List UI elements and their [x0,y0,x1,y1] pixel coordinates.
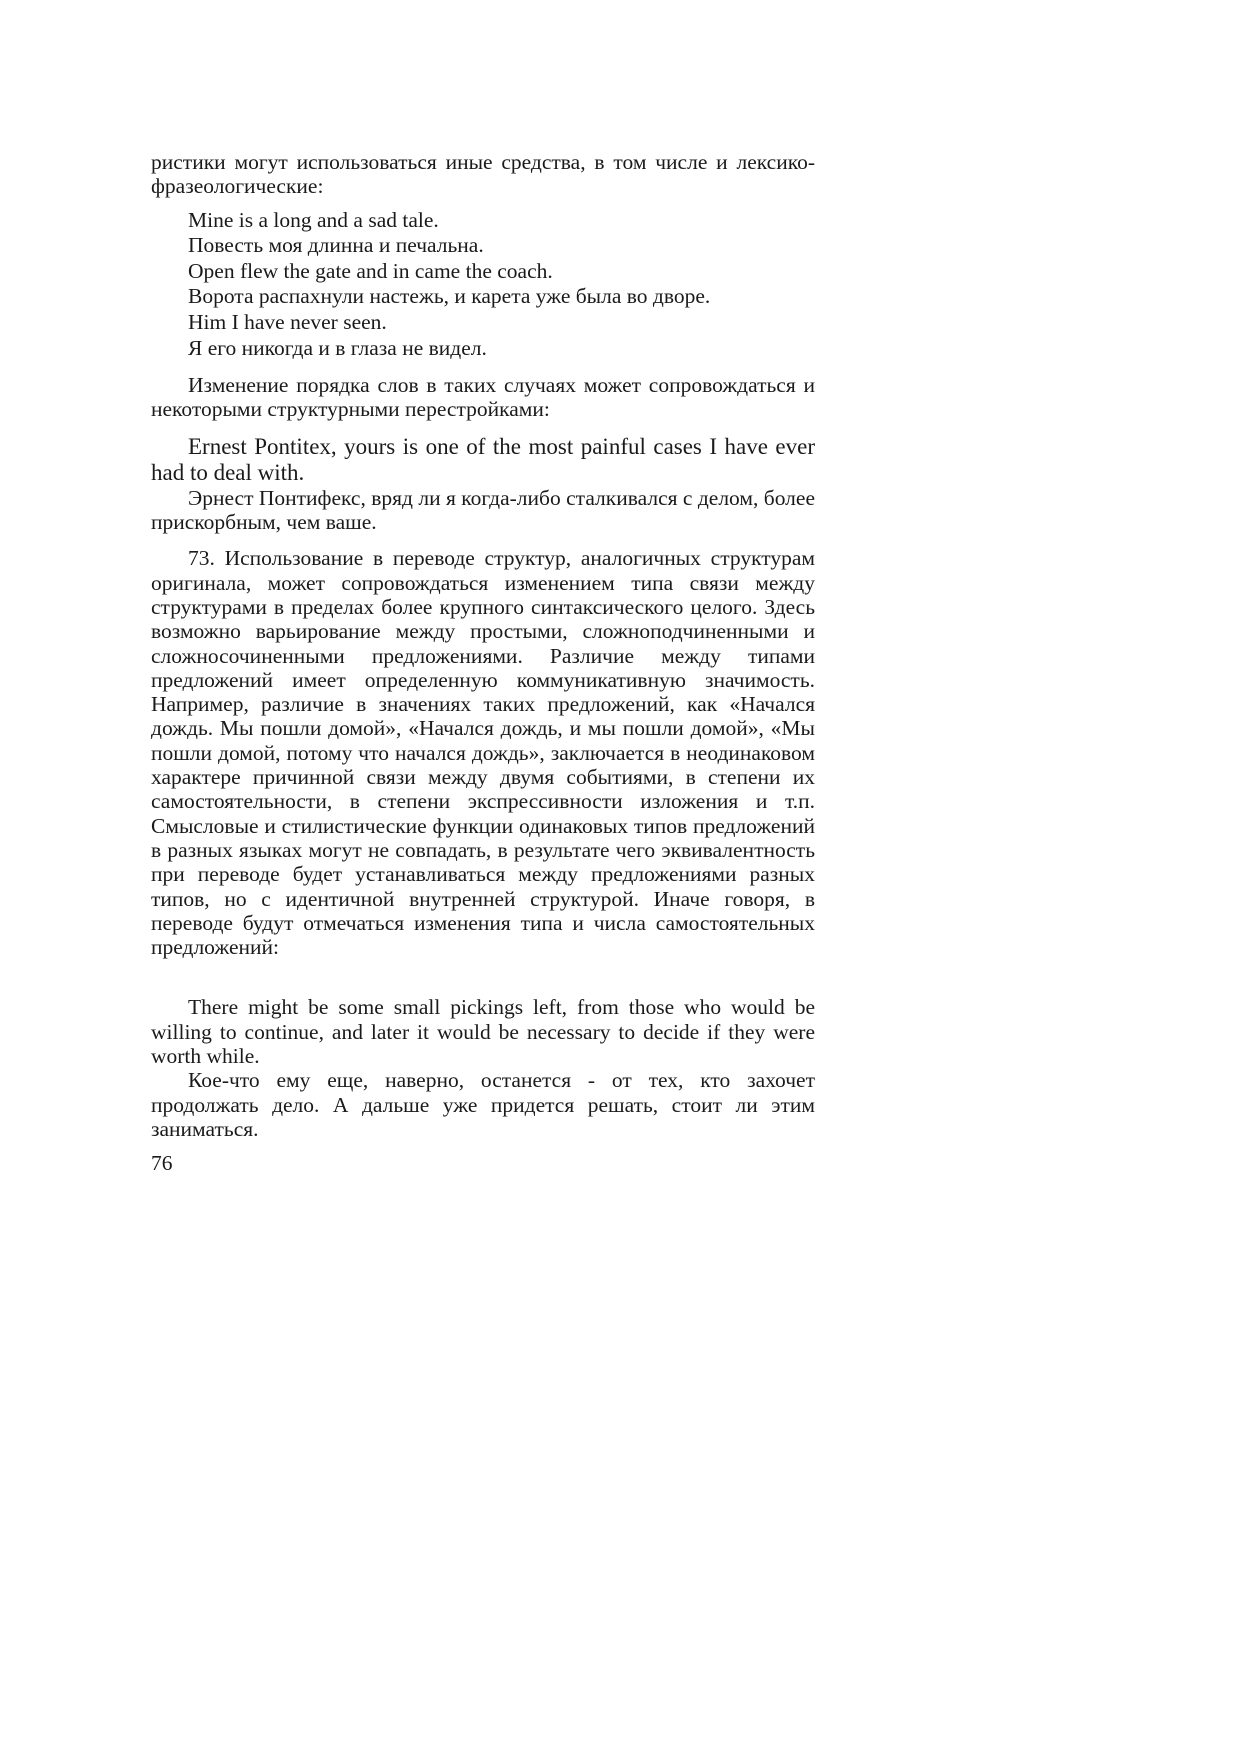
intro-paragraph: ристики могут использоваться иные средства, в том числе и лексико-фразеологические: [151,150,815,199]
example-line: Him I have never seen. [188,309,387,334]
example-line: Повесть моя длинна и печальна. [188,233,484,258]
page-number: 76 [151,1151,173,1176]
example-pickings-en: There might be some small pickings left, from those who would be willing to continue, and later it would be necessary to decide if they were worth while. [151,995,815,1068]
paragraph-73: 73. Использование в переводе структур, аналогичных структурам оригинала, может сопровождаться изменением типа связи между структурами в пределах более крупного синтаксического целого. Здесь возможно варьирование между простыми, сложноподчиненными и сложносочиненными предложениями. Различие между типами предложений имеет определенную коммуникативную значимость. Например, различие в значениях таких предложений, как «Начался дождь. Мы пошли домой», «Начался дождь, и мы пошли домой», «Мы пошли домой, потому что начался дождь», заключается в неодинаковом характере причинной связи между двумя событиями, в степени их самостоятельности, в степени экспрессивности изложения и т.п. Смысловые и стилистические функции одинаковых типов предложений в разных языках могут не совпадать, в результате чего эквивалентность при переводе будет устанавливаться между предложениями разных типов, но с идентичной внутренней структурой. Иначе говоря, в переводе будут отмечаться изменения типа и числа самостоятельных предложений: [151,546,815,960]
example-pontifex-ru: Эрнест Понтифекс, вряд ли я когда-либо сталкивался с делом, более прискорбным, чем ваше. [151,485,815,535]
example-line: Я его никогда и в глаза не видел. [188,335,487,360]
paragraph-word-order: Изменение порядка слов в таких случаях может сопровождаться и некоторыми структурными перестройками: [151,373,815,422]
example-line: Open flew the gate and in came the coach. [188,258,553,283]
example-line: Ворота распахнули настежь, и карета уже была во дворе. [188,284,711,309]
example-pickings-ru: Кое-что ему еще, наверно, останется - от тех, кто захочет продолжать дело. А дальше уже придется решать, стоит ли этим заниматься. [151,1068,815,1141]
example-pontifex-en: Ernest Pontitex, yours is one of the most painful cases I have ever had to deal with. [151,433,815,485]
examples-group [151,208,815,362]
example-line: Mine is a long and a sad tale. [188,207,439,232]
page-body [151,150,815,1177]
